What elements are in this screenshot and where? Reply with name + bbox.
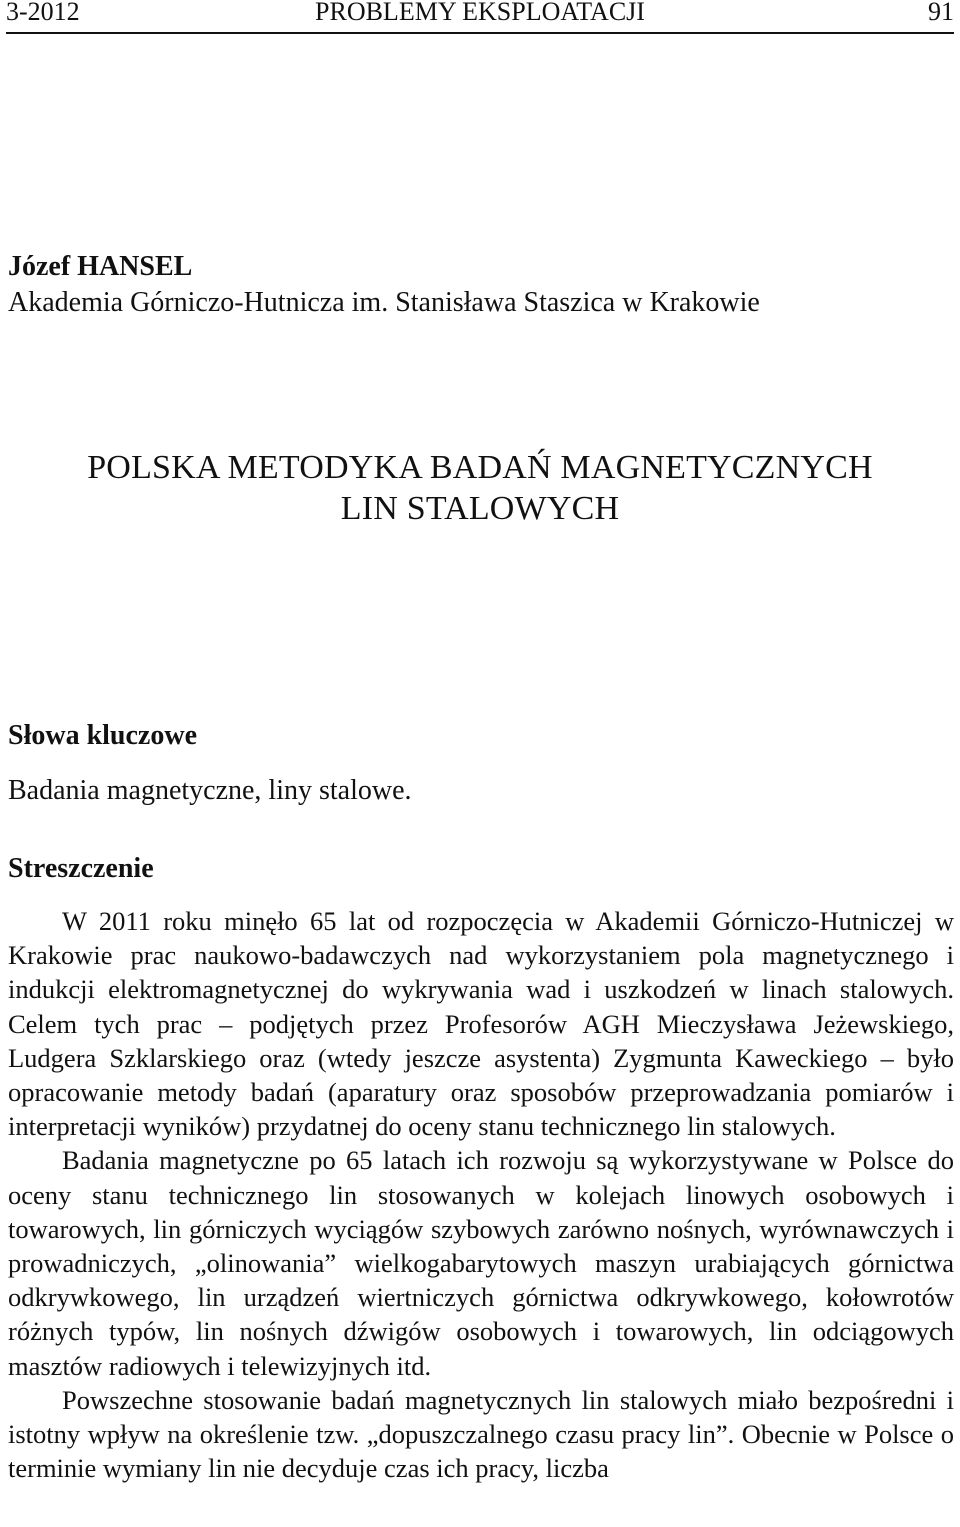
- running-header: [6, 0, 954, 30]
- abstract-heading: Streszczenie: [8, 853, 154, 884]
- keywords-heading: Słowa kluczowe: [8, 720, 197, 751]
- author-name: Józef HANSEL: [8, 251, 193, 282]
- abstract-paragraph: W 2011 roku minęło 65 lat od rozpoczęcia w Akademii Górniczo-Hutniczej w Krakowie prac naukowo-badawczych nad wykorzystaniem pola magnetycznego i indukcji elektromagnetycznej do wykrywania wad i uszkodzeń w linach stalowych. Celem tych prac – podjętych przez Profesorów AGH Mieczysława Jeżewskiego, Ludgera Szklarskiego oraz (wtedy jeszcze asystenta) Zygmunta Kaweckiego – było opracowanie metody badań (aparatury oraz sposobów przeprowadzania pomiarów i interpretacji wyników) przydatnej do oceny stanu technicznego lin stalowych.: [8, 906, 954, 1142]
- keywords-text: Badania magnetyczne, liny stalowe.: [8, 775, 412, 806]
- article-title-line-2: LIN STALOWYCH: [340, 490, 620, 527]
- abstract-body: [8, 904, 954, 1485]
- page-number: 91: [928, 0, 954, 26]
- article-title: [0, 447, 960, 529]
- header-rule: [6, 32, 954, 34]
- author-affiliation: Akademia Górniczo-Hutnicza im. Stanisława Staszica w Krakowie: [8, 287, 760, 318]
- abstract-paragraph: Badania magnetyczne po 65 latach ich rozwoju są wykorzystywane w Polsce do oceny stanu technicznego lin stosowanych w kolejach linowych osobowych i towarowych, lin górniczych wyciągów szybowych zarówno nośnych, wyrównawczych i prowadniczych, „olinowania” wielkogabarytowych maszyn urabiających górnictwa odkrywkowego, lin urządzeń wiertniczych górnictwa odkrywkowego, kołowrotów różnych typów, lin nośnych dźwigów osobowych i towarowych, lin odciągowych masztów radiowych i telewizyjnych itd.: [8, 1145, 954, 1381]
- journal-name: PROBLEMY EKSPLOATACJI: [315, 0, 645, 26]
- issue-number: 3-2012: [6, 0, 80, 26]
- article-title-line-1: POLSKA METODYKA BADAŃ MAGNETYCZNYCH: [87, 449, 873, 486]
- abstract-paragraph: Powszechne stosowanie badań magnetycznych lin stalowych miało bezpośredni i istotny wpływ na określenie tzw. „dopuszczalnego czasu pracy lin”. Obecnie w Polsce o terminie wymiany lin nie decyduje czas ich pracy, liczba: [8, 1384, 954, 1484]
